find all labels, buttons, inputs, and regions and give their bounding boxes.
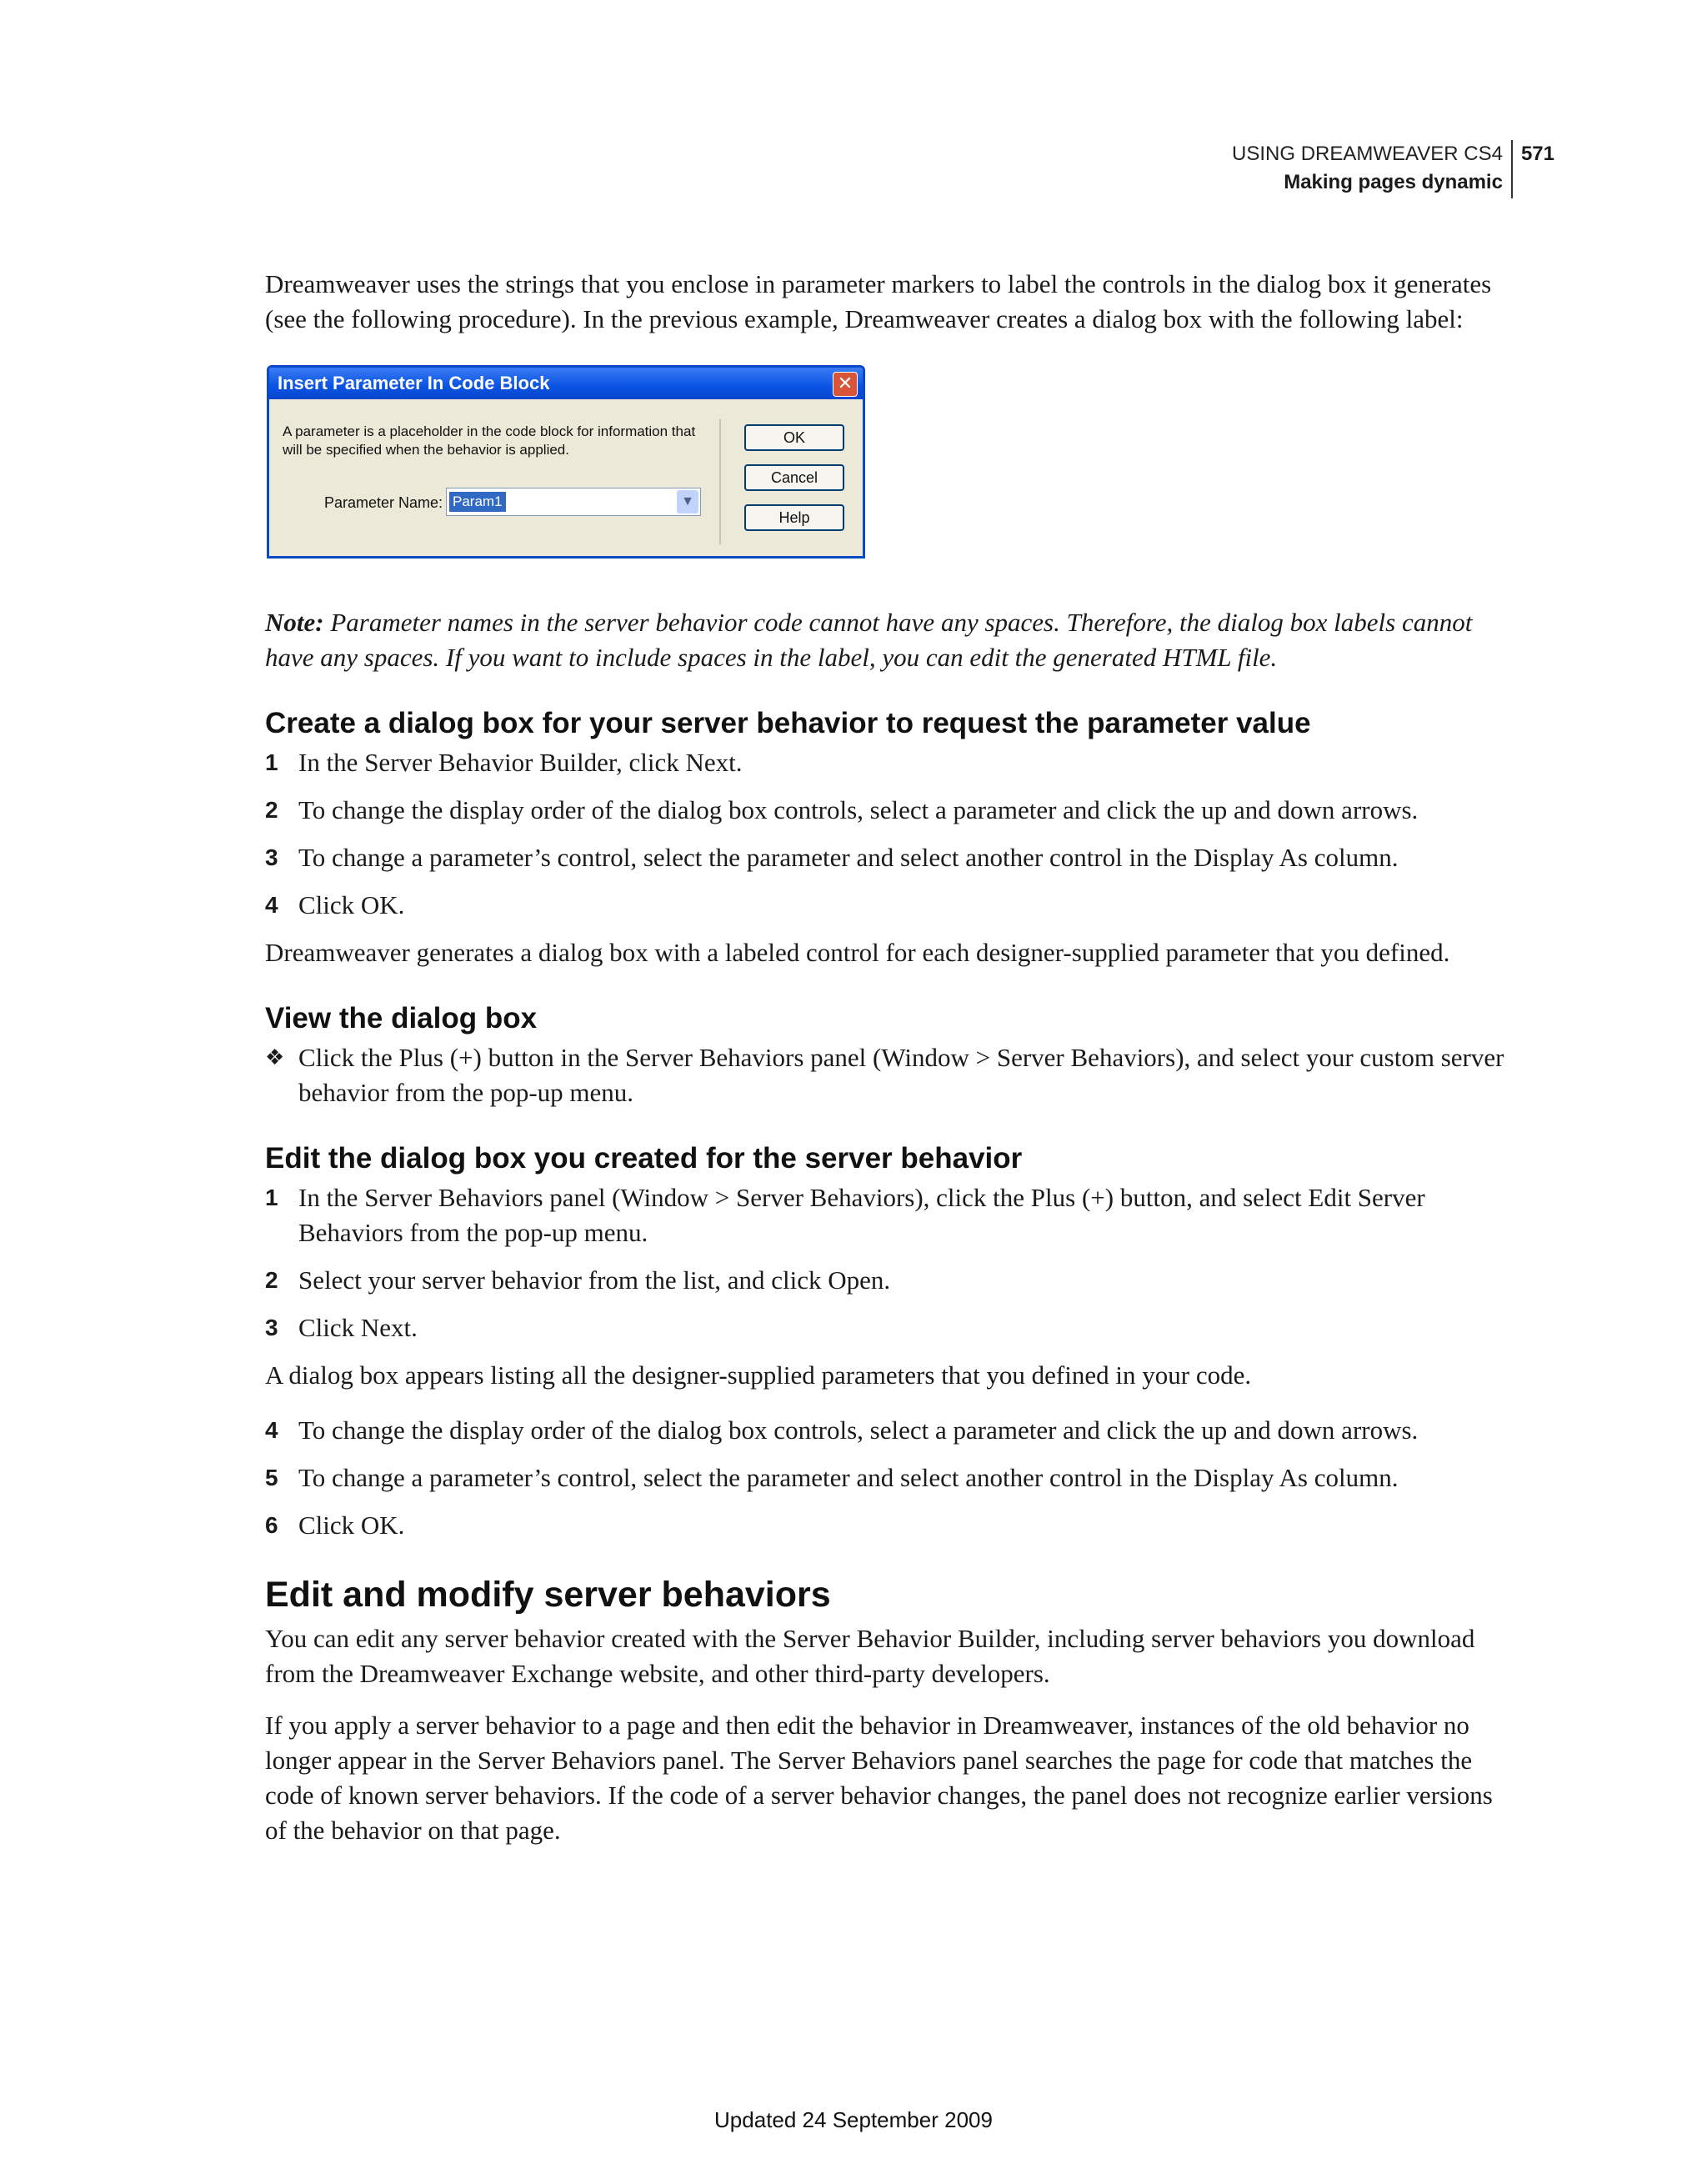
step-number: 2 [265, 1267, 278, 1293]
step-text: Click OK. [298, 890, 405, 919]
steps-create-dialog [265, 745, 1507, 923]
step-number: 3 [265, 844, 278, 870]
step-text: Click Next. [298, 1313, 418, 1342]
section-heading-create-dialog: Create a dialog box for your server behavior to request the parameter value [265, 707, 1311, 739]
parameter-name-label: Parameter Name: [324, 494, 443, 511]
parameter-name-value: Param1 [449, 492, 506, 512]
step-text: Click OK. [298, 1510, 405, 1540]
step-text: To change a parameter’s control, select the parameter and select another control in the Display As column. [298, 843, 1399, 872]
section4-paragraph-2: If you apply a server behavior to a page and then edit the behavior in Dreamweaver, instances of the old behavior no longer appear in the Server Behaviors panel. The Server Behaviors panel searches the page for code that matches the code of known server behaviors. If the code of a server behavior changes, the panel does not recognize earlier versions of the behavior on that page. [265, 1711, 1493, 1845]
list-item [265, 840, 1507, 875]
dialog-screenshot [267, 365, 865, 559]
page-footer: Updated 24 September 2009 [714, 2107, 993, 2132]
section1-result-paragraph: Dreamweaver generates a dialog box with a labeled control for each designer-supplied parameter that you defined. [265, 938, 1450, 967]
step-number: 1 [265, 1185, 278, 1210]
ok-button: OK [744, 424, 844, 451]
close-icon: ✕ [833, 372, 858, 397]
list-item [265, 1460, 1507, 1495]
step-number: 5 [265, 1465, 278, 1490]
parameter-name-select [446, 488, 701, 516]
note-label: Note: [265, 608, 324, 637]
note-text: Parameter names in the server behavior code cannot have any spaces. Therefore, the dialog box labels cannot have any spaces. If you want to include spaces in the label, you can edit the generated HTML file. [265, 608, 1473, 672]
note-paragraph [265, 605, 1507, 675]
main-content [265, 267, 1507, 1865]
step-number: 4 [265, 1417, 278, 1443]
list-item [265, 1413, 1507, 1448]
dialog-description: A parameter is a placeholder in the code block for information that will be specified when the behavior is applied. [283, 423, 696, 458]
steps-edit-dialog-b [265, 1413, 1507, 1543]
section4-paragraph-1: You can edit any server behavior created with the Server Behavior Builder, including server behaviors you download from the Dreamweaver Exchange website, and other third-party developers. [265, 1624, 1475, 1688]
dialog-title: Insert Parameter In Code Block [269, 368, 863, 399]
steps-edit-dialog-a [265, 1180, 1507, 1345]
section3-middle-paragraph: A dialog box appears listing all the designer-supplied parameters that you defined in your code. [265, 1360, 1252, 1390]
dialog-divider [719, 419, 721, 544]
step-text: Select your server behavior from the list, and click Open. [298, 1265, 891, 1295]
section-heading-edit-dialog: Edit the dialog box you created for the server behavior [265, 1142, 1023, 1175]
list-item [265, 793, 1507, 828]
page-number: 571 [1520, 143, 1554, 165]
step-text: In the Server Behaviors panel (Window > Server Behaviors), click the Plus (+) button, and select Edit Server Behaviors from the pop-up menu. [298, 1183, 1425, 1247]
list-item [265, 1310, 1507, 1345]
step-number: 2 [265, 797, 278, 823]
list-item [265, 888, 1507, 923]
running-header [1232, 140, 1554, 198]
step-number: 1 [265, 749, 278, 775]
list-item [265, 1180, 1507, 1250]
bullet-icon: ❖ [265, 1045, 285, 1070]
step-text: To change the display order of the dialog box controls, select a parameter and click the up and down arrows. [298, 795, 1419, 824]
step-text: In the Server Behavior Builder, click Next. [298, 748, 743, 777]
step-text: To change the display order of the dialog box controls, select a parameter and click the up and down arrows. [298, 1415, 1419, 1445]
list-item [265, 1263, 1507, 1298]
book-title: USING DREAMWEAVER CS4 [1232, 143, 1503, 165]
header-text [1232, 140, 1513, 198]
step-text: To change a parameter’s control, select the parameter and select another control in the Display As column. [298, 1463, 1399, 1492]
section-heading-edit-modify: Edit and modify server behaviors [265, 1575, 831, 1615]
cancel-button: Cancel [744, 464, 844, 491]
list-item [265, 1040, 1507, 1110]
step-number: 3 [265, 1315, 278, 1340]
step-number: 6 [265, 1512, 278, 1538]
bullet-text: Click the Plus (+) button in the Server Behaviors panel (Window > Server Behaviors), and select your custom server behavior from the pop-up menu. [298, 1043, 1504, 1107]
section-heading-view-dialog: View the dialog box [265, 1002, 538, 1034]
list-item [265, 1508, 1507, 1543]
intro-paragraph: Dreamweaver uses the strings that you enclose in parameter markers to label the controls in the dialog box it generates (see the following procedure). In the previous example, Dreamweaver creates a dialog box with the following label: [265, 269, 1492, 333]
chevron-down-icon: ▼ [677, 490, 698, 513]
help-button: Help [744, 504, 844, 531]
list-item [265, 745, 1507, 780]
step-number: 4 [265, 892, 278, 918]
chapter-title: Making pages dynamic [1284, 171, 1503, 193]
